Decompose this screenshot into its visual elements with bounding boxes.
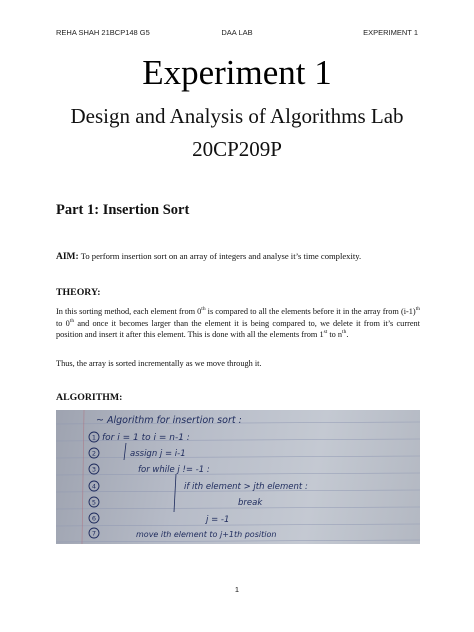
handwritten-line-6: break — [238, 498, 263, 508]
header-center: DAA LAB — [221, 28, 253, 37]
handwritten-line-5: if ith element > jth element : — [184, 482, 308, 492]
step-2: 2 — [91, 449, 97, 458]
aim-text: To perform insertion sort on an array of integers and analyse it’s time complexity. — [78, 251, 362, 261]
handwritten-line-3: assign j = i-1 — [130, 449, 186, 459]
step-6: 6 — [91, 514, 97, 523]
handwritten-algorithm-photo — [56, 410, 420, 544]
document-title: Experiment 1 — [142, 53, 332, 92]
part-heading: Part 1: Insertion Sort — [56, 202, 190, 218]
aim-label: AIM: — [56, 252, 79, 262]
aim-paragraph — [56, 250, 426, 263]
handwritten-line-8: move ith element to j+1th position — [136, 530, 277, 539]
theory-paragraph-2: Thus, the array is sorted incrementally as we move through it. — [56, 359, 262, 368]
handwritten-line-1: ~ Algorithm for insertion sort : — [96, 415, 242, 426]
step-1: 1 — [91, 433, 97, 442]
handwritten-line-2: for i = 1 to i = n-1 : — [102, 433, 190, 443]
theory-heading: THEORY: — [56, 287, 101, 298]
course-code: 20CP209P — [192, 137, 282, 161]
header-right: EXPERIMENT 1 — [363, 28, 418, 37]
algorithm-heading: ALGORITHM: — [56, 392, 123, 403]
theory-paragraph-1: In this sorting method, each element from 0th is compared to all the elements before it in the array from $(i-1)^{th}$ to 0th and once it becomes larger than the element it is being compared to, we delete it from it’s current position and insert it after this element. This is done with all the elements from 1st to $n^{th}$. — [56, 306, 420, 340]
document-subtitle: Design and Analysis of Algorithms Lab — [70, 104, 404, 128]
header-left: REHA SHAH 21BCP148 G5 — [56, 28, 150, 37]
step-4: 4 — [91, 482, 97, 491]
notebook-page-drawing — [56, 410, 420, 544]
step-7: 7 — [91, 529, 97, 538]
handwritten-line-4: for while j != -1 : — [138, 465, 210, 475]
step-5: 5 — [91, 498, 97, 507]
handwritten-line-7: j = -1 — [206, 515, 230, 525]
step-3: 3 — [91, 465, 97, 474]
page-number: 1 — [234, 585, 240, 594]
